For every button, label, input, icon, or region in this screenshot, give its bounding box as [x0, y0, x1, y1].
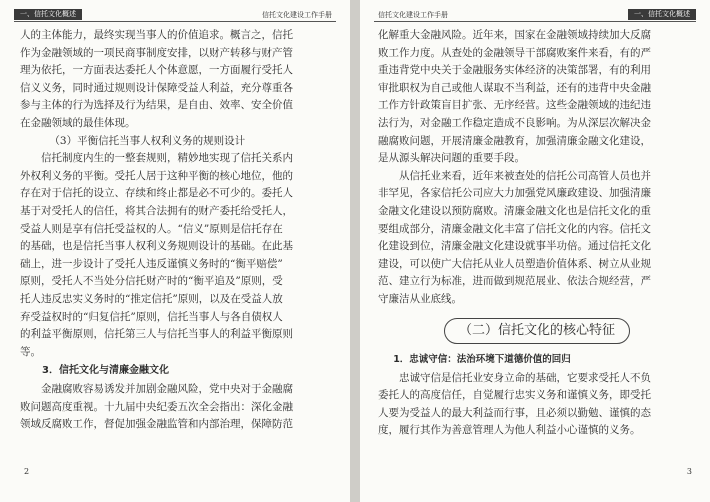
text-line: 工作方针政策盲目扩张、无序经营。这些金融领域的违纪违 — [378, 99, 651, 112]
text-line: 信托制度内生的一整套规则，精妙地实现了信托关系内 — [41, 152, 293, 165]
right-page-body — [378, 27, 696, 440]
text-line: 础上，进一步设计了受托人违反谨慎义务时的“衡平赔偿” — [20, 257, 283, 270]
text-line: 受益人则是享有信托受益权的人。“信义”原则是信托存在 — [20, 222, 283, 235]
text-line: 要组成部分，清廉金融文化丰富了信托文化的内容。信托文 — [378, 222, 651, 235]
book-gutter — [350, 0, 360, 502]
header-section-tag: 一、信托文化概述 — [14, 9, 82, 20]
section-heading-core-features — [378, 318, 696, 344]
text-line: 弃受益权时的“归复信托”原则，信托当事人与各自债权人 — [20, 310, 283, 323]
text-line: 重违背党中央关于金融服务实体经济的决策部署，有的利用 — [378, 64, 651, 77]
text-line: 基于对受托人的信任，将其合法拥有的财产委托给受托人， — [20, 204, 293, 217]
right-page — [360, 0, 710, 502]
text-line: 存在对于信托的设立、存续和终止都是必不可少的。委托人 — [20, 187, 293, 200]
text-line: 原则，受托人不当处分信托财产时的“衡平追及”原则，受 — [20, 275, 283, 288]
text-line: 败问题高度重视。十九届中央纪委五次全会指出：深化金融 — [20, 400, 293, 413]
running-header — [374, 9, 696, 22]
text-line: 是从源头解决问题的重要手段。 — [378, 152, 525, 165]
subheading-loyalty-trust: 1．忠诚守信：法治环境下道德价值的回归 — [393, 353, 571, 365]
header-book-title: 信托文化建设工作手册 — [262, 11, 332, 19]
text-line: 作为金融领域的一项民商事制度安排，以财产转移与财产管 — [20, 46, 293, 59]
text-line: 人要为受益人的最大利益而行事，且必须以勤勉、谨慎的态 — [378, 406, 651, 419]
page-number: 2 — [24, 467, 30, 476]
text-line: 在金融领域的最佳体现。 — [20, 116, 136, 129]
text-line: 理为依托，一方面表达委托人个体意愿，一方面履行受托人 — [20, 64, 293, 77]
header-book-title: 信托文化建设工作手册 — [378, 11, 448, 19]
text-line: 等。 — [20, 345, 41, 358]
left-page — [0, 0, 350, 502]
text-line: 非罕见，各家信托公司应大力加强党风廉政建设、加强清廉 — [378, 187, 651, 200]
text-line: 从信托业来看，近年来被查处的信托公司高管人员也并 — [399, 169, 651, 182]
text-line: 的利益平衡原则，信托第三人与信托当事人的利益平衡原则 — [20, 328, 293, 341]
text-line: 金融腐败容易诱发并加剧金融风险，党中央对于金融腐 — [41, 383, 293, 396]
text-line: 托人违反忠实义务时的“推定信托”原则，以及在受益人放 — [20, 292, 283, 305]
text-line: 融腐败问题，开展清廉金融教育，加强清廉金融文化建设， — [378, 134, 651, 147]
left-page-body — [20, 27, 336, 434]
text-line: 领域反腐败工作，督促加强金融监管和内部治理，保障防范 — [20, 418, 293, 431]
text-line: 忠诚守信是信托业安身立命的基础，它要求受托人不负 — [399, 371, 651, 384]
text-line: 外权利义务的平衡。受托人居于这种平衡的核心地位，他的 — [20, 169, 293, 182]
text-line: 人的主体能力，最终实现当事人的价值追求。概言之，信托 — [20, 29, 293, 41]
text-line: 审批职权为自己或他人谋取不当利益，还有的违背中央金融 — [378, 81, 651, 94]
text-line: 化建设到位，清廉金融文化建设就事半功倍。通过信托文化 — [378, 240, 651, 253]
text-line: 范、建立行为标准，进而做到规范展业、依法合规经营，严 — [378, 275, 651, 288]
text-line: 败工作力度。从查处的金融领导干部腐败案件来看，有的严 — [378, 46, 651, 59]
text-line: 金融文化建设以预防腐败。清廉金融文化也是信托文化的重 — [378, 204, 651, 217]
text-line: 守廉洁从业底线。 — [378, 292, 462, 305]
section-title: （二）信托文化的核心特征 — [444, 318, 630, 344]
text-line: 信义义务，同时通过规则设计保障受益人利益，充分尊重各 — [20, 81, 293, 94]
running-header — [14, 9, 336, 22]
text-line: 法行为，对金融工作稳定造成不良影响。为从深层次解决金 — [378, 116, 651, 129]
text-line: 的基础，也是信托当事人权利义务规则设计的基础。在此基 — [20, 240, 293, 253]
header-section-tag: 一、信托文化概述 — [628, 9, 696, 20]
page-number: 3 — [686, 467, 692, 476]
text-line: 度，履行其作为善意管理人为他人利益小心谨慎的义务。 — [378, 424, 641, 437]
subheading-balance-rules: （3）平衡信托当事人权利义务的规则设计 — [49, 134, 246, 147]
text-line: 参与主体的行为选择及行为结果，是自由、效率、安全价值 — [20, 99, 293, 112]
text-line: 建设，可以使广大信托从业人员塑造价值体系、树立从业规 — [378, 257, 651, 270]
text-line: 委托人的高度信任，自觉履行忠实义务和谨慎义务，即受托 — [378, 389, 651, 402]
heading-clean-finance-culture: 3．信托文化与清廉金融文化 — [42, 365, 169, 377]
text-line: 化解重大金融风险。近年来，国家在金融领域持续加大反腐 — [378, 29, 651, 41]
